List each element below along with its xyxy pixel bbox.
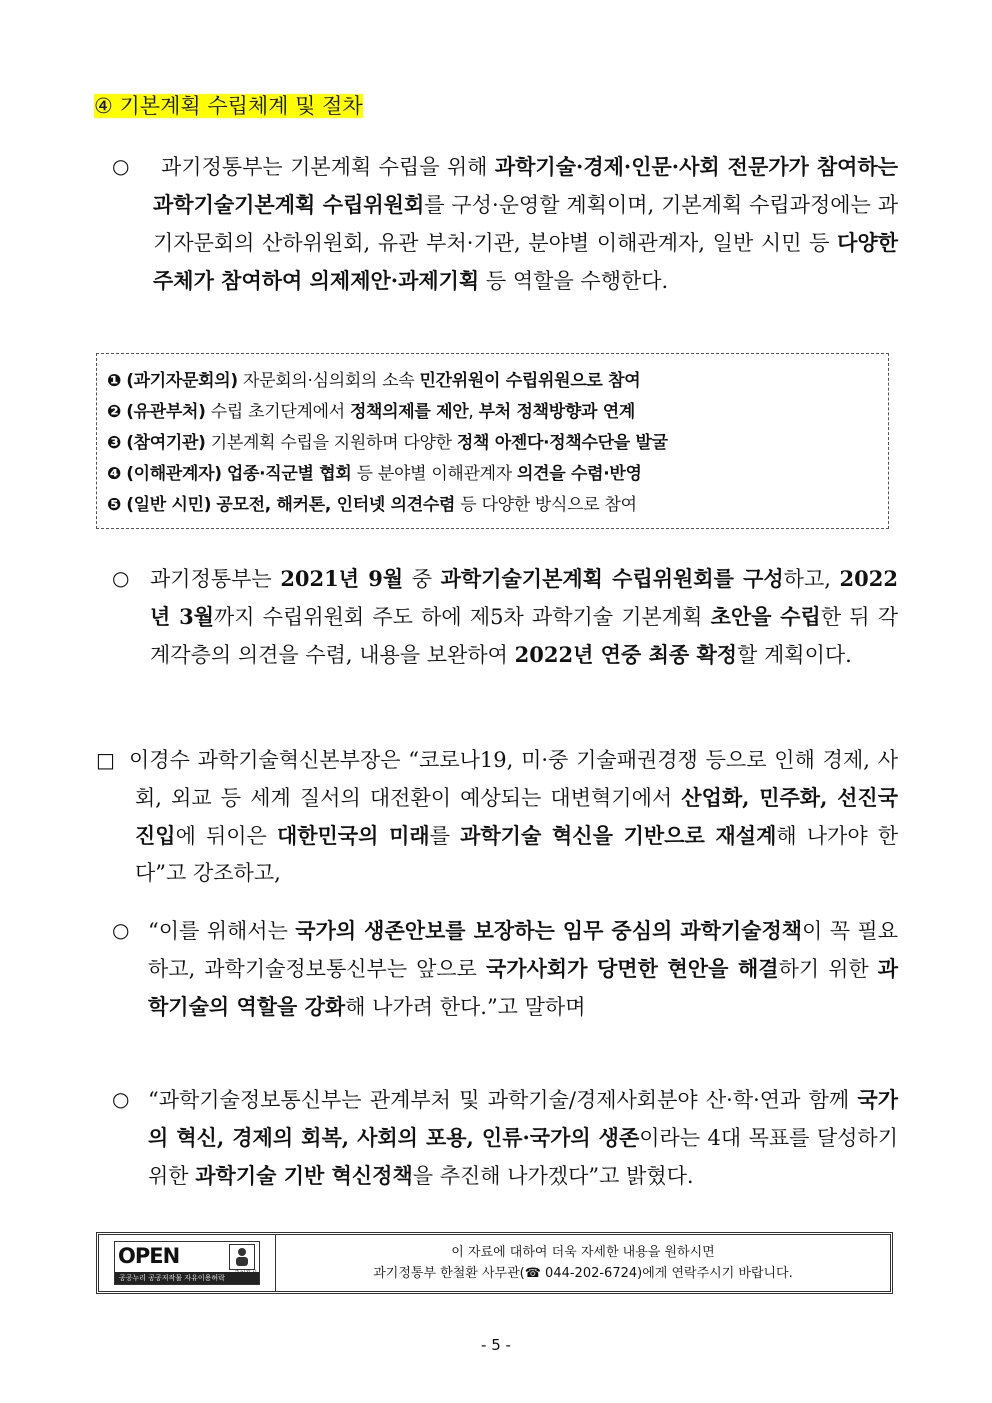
item-text: 등 다양한 방식으로 참여	[455, 495, 637, 515]
para2-text: 까지 수립위원회 주도 하에 제5차 과학기술 기본계획	[214, 605, 711, 629]
open-license-cell	[99, 1235, 276, 1291]
item-bold: 의견을 수렴·반영	[517, 464, 642, 484]
participant-label: (참여기관)	[126, 433, 206, 453]
bullet-circle: ○	[112, 918, 130, 942]
para4-text: 하기 위한	[778, 957, 878, 981]
para2-bold: 2022년 연중 최종 확정	[514, 642, 738, 667]
para3-text: 에 뒤이은	[175, 824, 277, 848]
participant-item	[107, 366, 888, 397]
para2-text: 한 뒤 각계각층의 의견을 수렴, 내용을 보완하여	[150, 605, 899, 667]
para5-bold: 과학기술 기반 혁신정책	[195, 1163, 413, 1188]
paragraph-2	[150, 560, 898, 674]
bullet-square: □	[96, 748, 115, 772]
para5-bold: 국가의 혁신, 경제의 회복, 사회의 포용, 인류·국가의 생존	[148, 1087, 898, 1150]
contact-box	[96, 1232, 893, 1294]
participant-item	[107, 397, 888, 428]
item-text: 등 분야별 이해관계자	[351, 464, 518, 484]
para4-text: 이 꼭 필요하고, 과학기술정보통신부는 앞으로	[148, 919, 898, 981]
paragraph-3	[129, 742, 899, 892]
para3-text: 를	[429, 824, 461, 848]
para5-text: 을 추진해 나가겠다”고 밝혔다.	[412, 1164, 694, 1188]
participant-label: (일반 시민)	[126, 495, 212, 515]
para2-text: 중	[403, 567, 441, 591]
para1-text: 를 구성·운영할 계획이며, 기본계획 수립과정에는 과기자문회의 산하위원회, 유관 부처·기관, 분야별 이해관계자, 일반 시민 등	[153, 193, 898, 255]
paragraph-1	[153, 148, 898, 300]
page-number: - 5 -	[481, 1336, 511, 1354]
para3-text: 해 나가야 한다”고 강조하고,	[135, 824, 899, 885]
contact-info	[276, 1235, 890, 1291]
number-icon: ❷	[107, 402, 122, 422]
participant-label: (이해관계자)	[126, 464, 222, 484]
para1-bold: 다양한 주체가 참여하여 의제제안·과제기획	[153, 230, 898, 293]
para2-bold: 2021년 9월	[280, 566, 404, 591]
para3-bold: 산업화, 민주화, 선진국 진입	[135, 785, 899, 848]
participants-box	[96, 353, 889, 529]
item-text: 자문회의·심의회의 소속	[237, 371, 420, 391]
para2-bold: 2022년 3월	[150, 566, 898, 629]
para1-text: 등 역할을 수행한다.	[479, 269, 669, 293]
para3-bold: 대한민국의 미래	[276, 823, 430, 848]
para4-text: “이를 위해서는	[148, 919, 296, 943]
para2-text: 할 계획이다.	[737, 643, 852, 667]
para2-text: 과기정통부는	[150, 567, 281, 591]
para3-bold: 과학기술 혁신을 기반으로 재설계	[460, 823, 777, 848]
number-icon: ❺	[107, 495, 122, 515]
participant-item	[107, 428, 888, 459]
item-bold: 정책 아젠다·정책수단을 발굴	[456, 433, 668, 453]
para2-bold: 과학기술기본계획 수립위원회를 구성	[440, 566, 784, 591]
logo-subtitle: 공공누리 공공저작물 자유이용허락	[115, 1272, 259, 1284]
person-icon	[229, 1244, 255, 1270]
paragraph-4	[148, 912, 898, 1026]
para4-bold: 국가사회가 당면한 현안을 해결	[485, 956, 779, 981]
para2-bold: 초안을 수립	[710, 604, 821, 629]
number-icon: ❹	[107, 464, 122, 484]
open-logo-text: OPEN	[118, 1244, 180, 1268]
item-text: 기본계획 수립을 지원하며 다양한	[205, 433, 457, 453]
para4-text: 해 나가려 한다.”고 말하며	[345, 995, 586, 1019]
item-bold: 공모전, 해커톤, 인터넷 의견수렴	[216, 495, 456, 515]
number-icon: ❸	[107, 433, 122, 453]
para5-text: “과학기술정보통신부는 관계부처 및 과학기술/경제사회분야 산·학·연과 함께	[148, 1088, 858, 1112]
participant-label: (과기자문회의)	[126, 371, 238, 391]
item-bold: 정책의제를 제안	[349, 402, 469, 422]
contact-line-2: 과기정통부 한철환 사무관(☎ 044-202-6724)에게 연락주시기 바랍니다.	[373, 1266, 793, 1281]
bullet-circle: ○	[112, 1087, 130, 1111]
para2-text: 하고,	[783, 567, 840, 591]
para3-text: 이경수 과학기술혁신본부장은 “코로나19, 미·중 기술패권경쟁 등으로 인해 경제, 사회, 외교 등 세계 질서의 대전환이 예상되는 대변혁기에서	[129, 748, 898, 810]
item-bold: 업종·직군별 협회	[226, 464, 352, 484]
para5-text: 이라는 4대 목표를 달성하기 위한	[148, 1126, 898, 1188]
participant-label: (유관부처)	[126, 402, 206, 422]
section-title-text: ④ 기본계획 수립체계 및 절차	[94, 94, 363, 118]
item-bold: 부처 정책방향과 연계	[478, 402, 635, 422]
para1-text: 과기정통부는 기본계획 수립을 위해	[161, 155, 495, 179]
participant-item	[107, 490, 888, 521]
number-icon: ❶	[107, 371, 122, 391]
section-title	[94, 92, 363, 120]
open-license-logo	[114, 1241, 260, 1285]
bullet-circle: ○	[112, 566, 130, 590]
item-bold: 민간위원이 수립위원으로 참여	[419, 371, 641, 391]
item-text: 수립 초기단계에서	[205, 402, 350, 422]
participant-item	[107, 459, 888, 490]
item-text: ,	[468, 402, 479, 422]
paragraph-5	[148, 1081, 898, 1195]
para4-bold: 과학기술의 역할을 강화	[148, 956, 898, 1019]
para1-bold: 과학기술·경제·인문·사회 전문가가 참여하는 과학기술기본계획 수립위원회	[153, 154, 898, 217]
para4-bold: 국가의 생존안보를 보장하는 임무 중심의 과학기술정책	[295, 918, 803, 943]
contact-line-1: 이 자료에 대하여 더욱 자세한 내용을 원하시면	[451, 1245, 715, 1260]
bullet-circle: ○	[112, 154, 130, 178]
